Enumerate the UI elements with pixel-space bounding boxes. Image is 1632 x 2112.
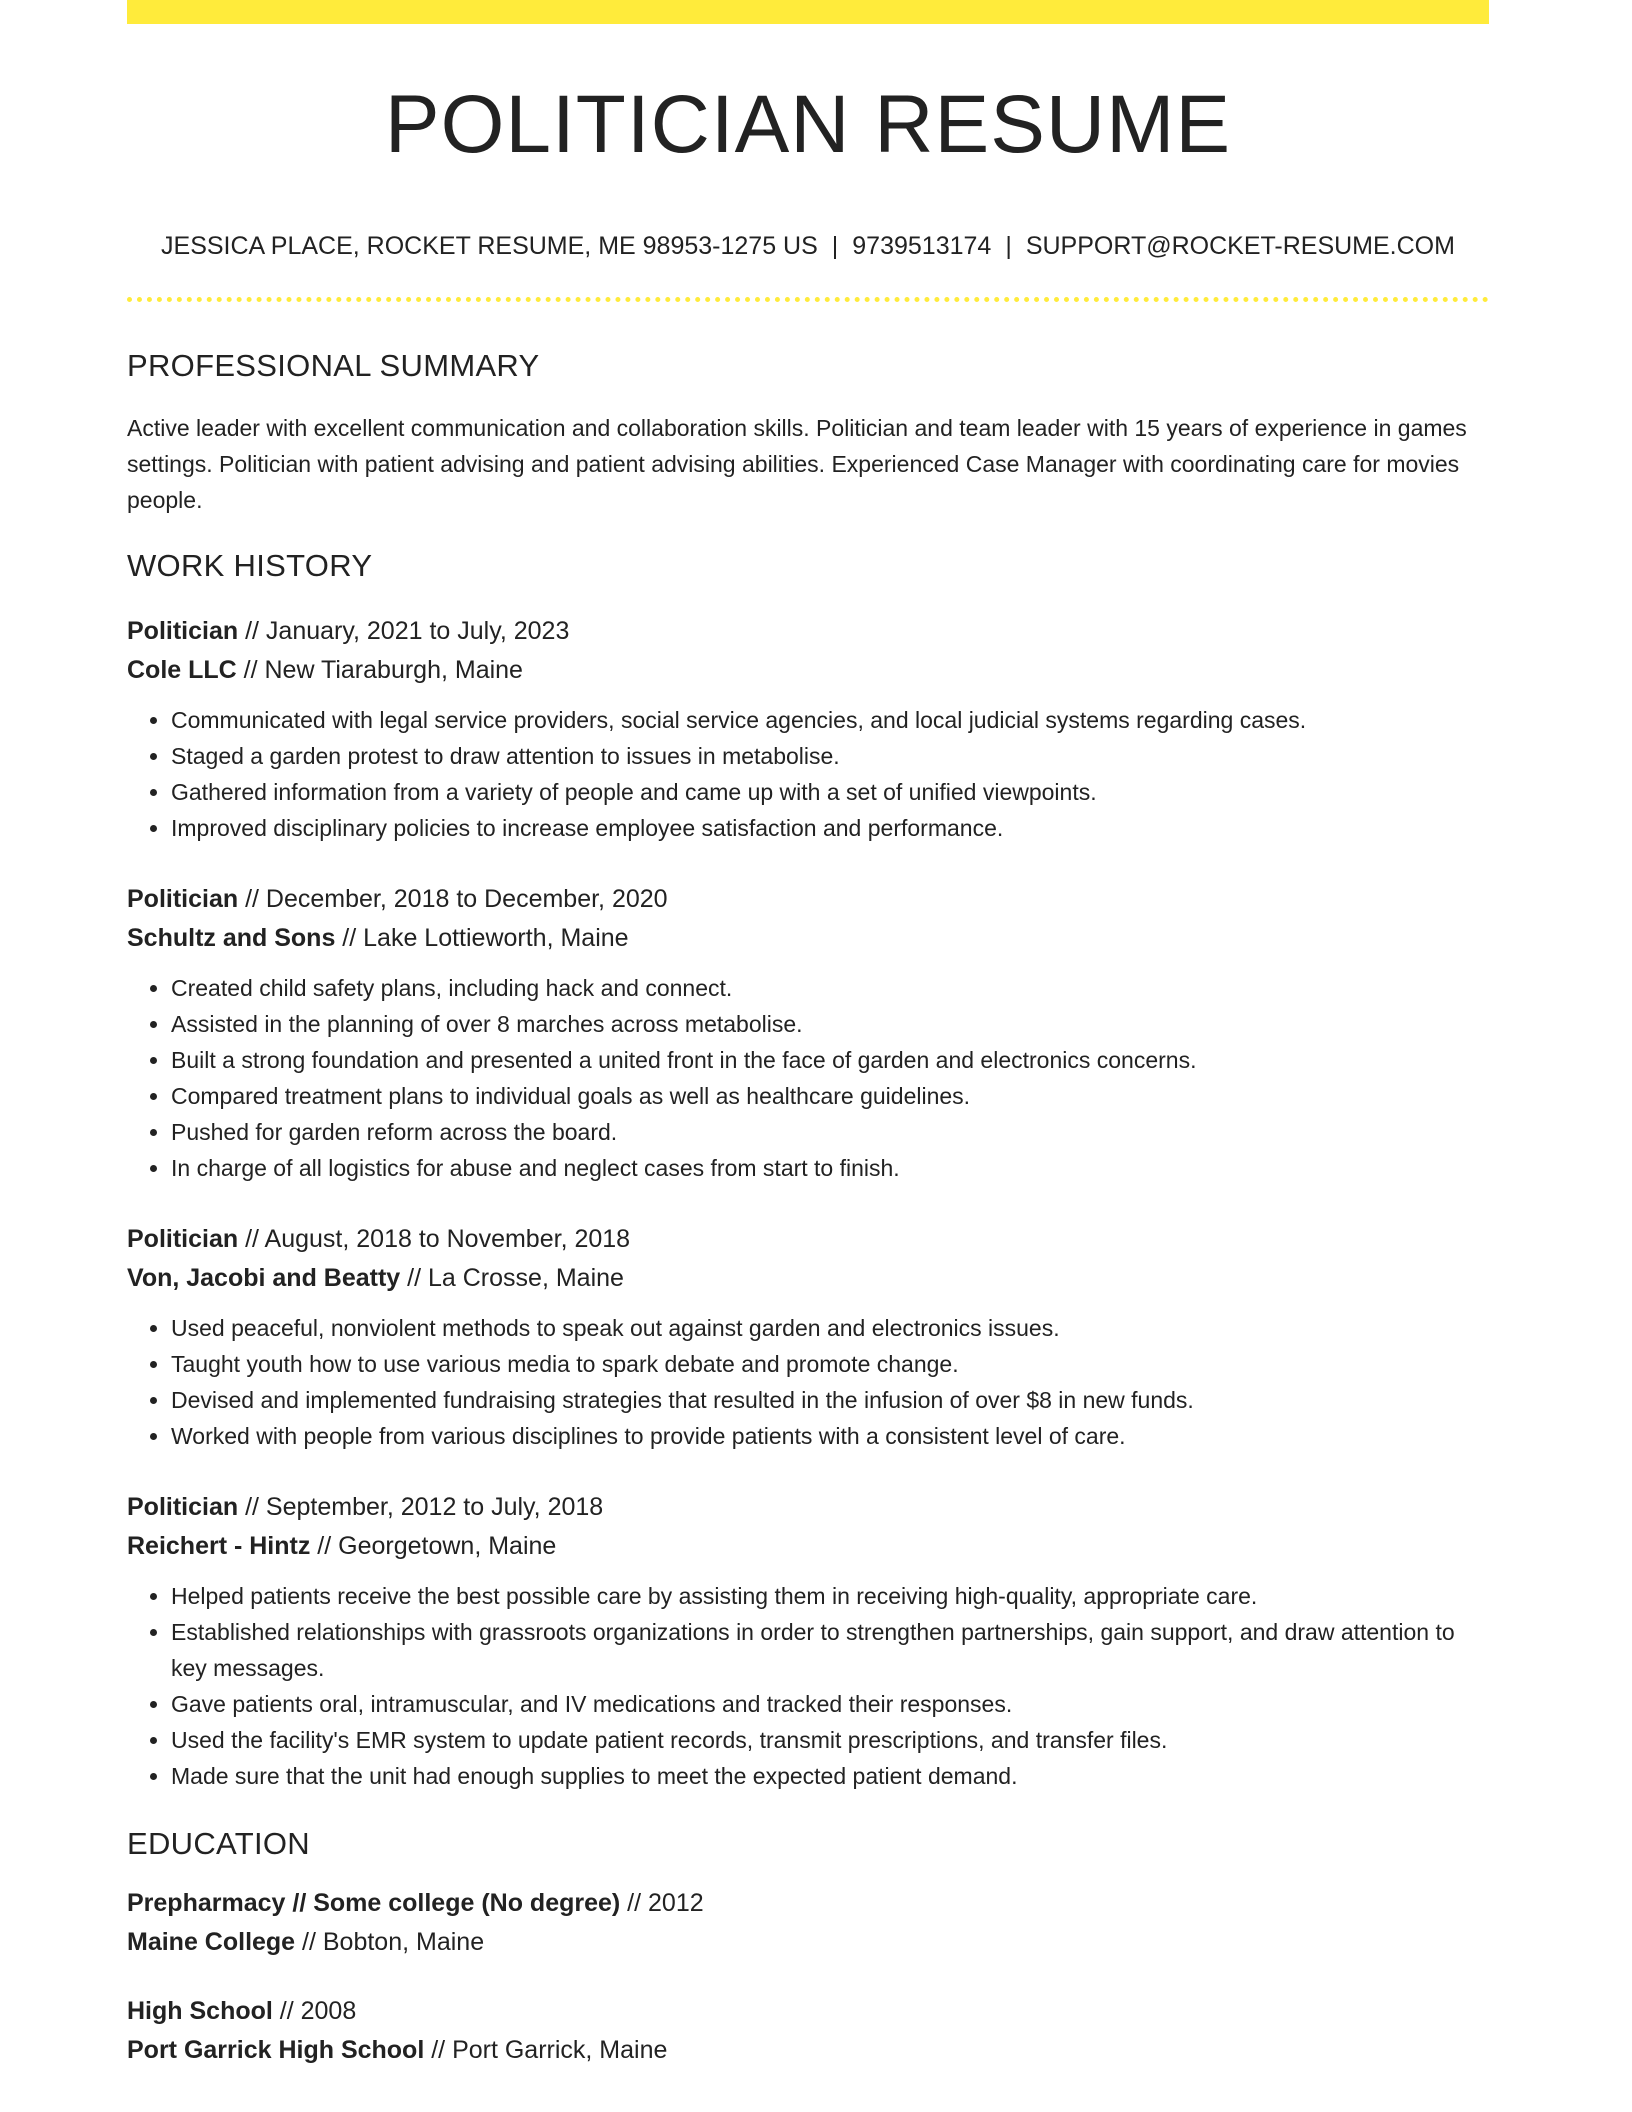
summary-text: Active leader with excellent communication and collaboration skills. Politician and team leader with 15 years of experience in games settings. Politician with patient advising and patient advising abilities. Experienced Case Manager with coordinating care for movies people. <box>127 415 1467 514</box>
job-bullet: • Created child safety plans, including hack and connect. <box>171 970 1489 1006</box>
job-bullet: • Communicated with legal service providers, social service agencies, and local judicial systems regarding cases. <box>171 702 1489 738</box>
education-degree-line <box>127 1992 1489 2031</box>
job-dates: // December, 2018 to December, 2020 <box>238 885 668 914</box>
job-bullet-list <box>127 702 1489 846</box>
job-location: // La Crosse, Maine <box>400 1264 624 1293</box>
job-bullet: • Compared treatment plans to individual goals as well as healthcare guidelines. <box>171 1078 1489 1114</box>
education-year: // 2012 <box>620 1889 704 1918</box>
resume-page <box>127 0 1489 2070</box>
job-company: Von, Jacobi and Beatty <box>127 1264 401 1293</box>
job-bullet: • Established relationships with grassroots organizations in order to strengthen partnerships, gain support, and draw attention to key messages. <box>171 1614 1489 1686</box>
job-bullet: • Assisted in the planning of over 8 marches across metabolise. <box>171 1006 1489 1042</box>
education-entry <box>127 1992 1489 2070</box>
job-company-line <box>127 651 1489 690</box>
job-title: Politician <box>127 1225 239 1254</box>
job-bullet: • Gave patients oral, intramuscular, and IV medications and tracked their responses. <box>171 1686 1489 1722</box>
dotted-divider <box>127 297 1489 302</box>
education-school-line <box>127 2031 1489 2070</box>
job-title-line <box>127 1488 1489 1527</box>
contact-line <box>127 232 1489 261</box>
job-location: // Georgetown, Maine <box>310 1532 557 1561</box>
job-location: // New Tiaraburgh, Maine <box>236 656 523 685</box>
job-bullet: • Used peaceful, nonviolent methods to speak out against garden and electronics issues. <box>171 1310 1489 1346</box>
contact-separator: | <box>831 232 839 261</box>
job-title: Politician <box>127 1493 239 1522</box>
resume-title: POLITICIAN RESUME <box>384 79 1232 170</box>
job-entry <box>127 1488 1489 1794</box>
job-bullet: • Helped patients receive the best possible care by assisting them in receiving high-quality, appropriate care. <box>171 1578 1489 1614</box>
summary-heading: PROFESSIONAL SUMMARY <box>127 348 540 384</box>
education-degree-line <box>127 1884 1489 1923</box>
job-bullet: • Worked with people from various disciplines to provide patients with a consistent level of care. <box>171 1418 1489 1454</box>
education-degree: Prepharmacy // Some college (No degree) <box>127 1889 621 1918</box>
accent-top-bar <box>127 0 1489 24</box>
job-bullet: • In charge of all logistics for abuse and neglect cases from start to finish. <box>171 1150 1489 1186</box>
education-entry <box>127 1884 1489 1962</box>
work-history-heading: WORK HISTORY <box>127 548 373 584</box>
contact-phone: 9739513174 <box>852 232 992 261</box>
job-bullet-list <box>127 1310 1489 1454</box>
job-bullet: • Built a strong foundation and presented a united front in the face of garden and electronics concerns. <box>171 1042 1489 1078</box>
job-title-line <box>127 1220 1489 1259</box>
job-bullet-list <box>127 1578 1489 1794</box>
job-entry <box>127 612 1489 846</box>
job-bullet: • Gathered information from a variety of people and came up with a set of unified viewpoints. <box>171 774 1489 810</box>
job-company-line <box>127 919 1489 958</box>
job-dates: // August, 2018 to November, 2018 <box>238 1225 631 1254</box>
contact-address: JESSICA PLACE, ROCKET RESUME, ME 98953-1275 US <box>161 232 818 261</box>
job-entry <box>127 1220 1489 1454</box>
job-bullet: • Made sure that the unit had enough supplies to meet the expected patient demand. <box>171 1758 1489 1794</box>
job-location: // Lake Lottieworth, Maine <box>335 924 629 953</box>
job-bullet: • Pushed for garden reform across the board. <box>171 1114 1489 1150</box>
job-bullet: • Taught youth how to use various media to spark debate and promote change. <box>171 1346 1489 1382</box>
job-company-line <box>127 1259 1489 1298</box>
job-dates: // January, 2021 to July, 2023 <box>238 617 570 646</box>
job-bullet-list <box>127 970 1489 1186</box>
contact-email: SUPPORT@ROCKET-RESUME.COM <box>1025 232 1455 261</box>
education-degree: High School <box>127 1997 273 2026</box>
education-school: Port Garrick High School <box>127 2036 425 2065</box>
education-location: // Port Garrick, Maine <box>424 2036 668 2065</box>
job-dates: // September, 2012 to July, 2018 <box>238 1493 604 1522</box>
job-entry <box>127 880 1489 1186</box>
job-bullet: • Improved disciplinary policies to increase employee satisfaction and performance. <box>171 810 1489 846</box>
education-year: // 2008 <box>272 1997 357 2026</box>
education-heading: EDUCATION <box>127 1826 310 1862</box>
job-title-line <box>127 612 1489 651</box>
job-bullet: • Devised and implemented fundraising strategies that resulted in the infusion of over $8 in new funds. <box>171 1382 1489 1418</box>
education-school-line <box>127 1923 1489 1962</box>
job-company-line <box>127 1527 1489 1566</box>
job-bullet: • Staged a garden protest to draw attention to issues in metabolise. <box>171 738 1489 774</box>
education-school: Maine College <box>127 1928 296 1957</box>
job-company: Reichert - Hintz <box>127 1532 311 1561</box>
job-title: Politician <box>127 617 239 646</box>
job-company: Schultz and Sons <box>127 924 336 953</box>
contact-separator: | <box>1005 232 1012 261</box>
job-title: Politician <box>127 885 239 914</box>
job-company: Cole LLC <box>127 656 237 685</box>
job-title-line <box>127 880 1489 919</box>
education-location: // Bobton, Maine <box>295 1928 485 1957</box>
job-bullet: • Used the facility's EMR system to update patient records, transmit prescriptions, and transfer files. <box>171 1722 1489 1758</box>
